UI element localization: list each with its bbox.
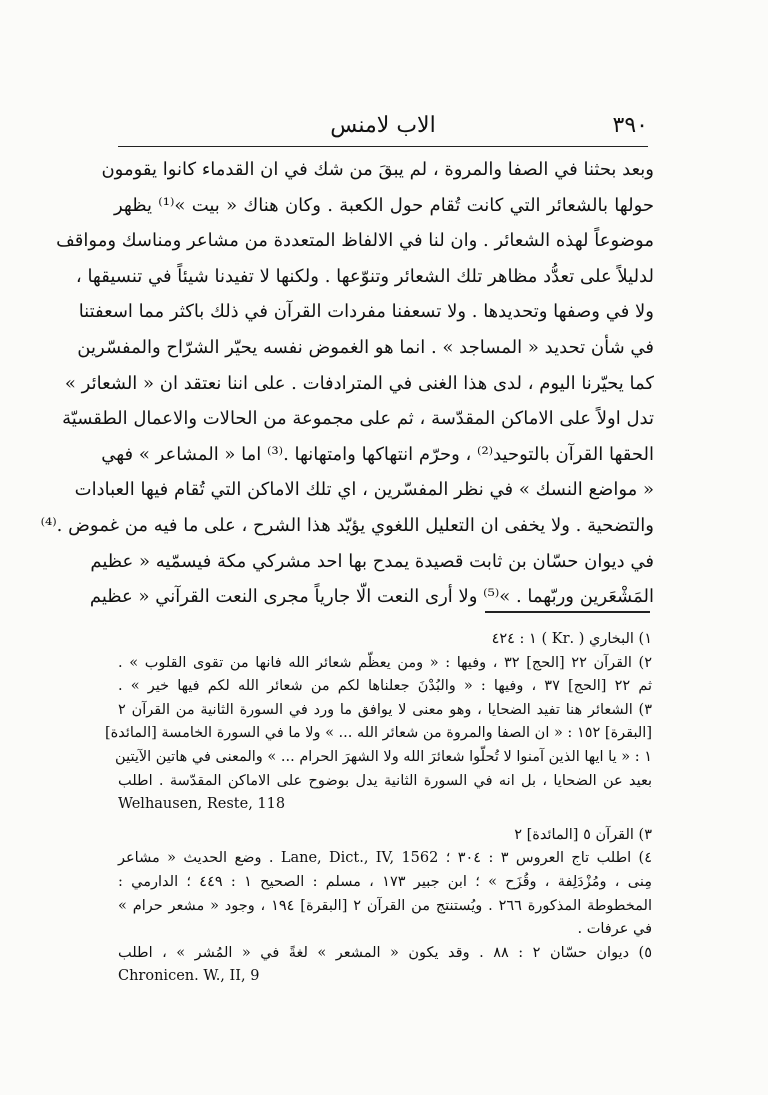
footnote-line: ٣) الشعائر هنا تفيد الضحايا ، وهو معنى لا يوافق ما ورد في السورة الثانية من القرآن ٢ [118,701,652,718]
running-title: الاب لامنس [330,113,436,138]
footnote-line: المخطوطة المذكورة ٢٦٦ . ويُستنتج من القرآن ٢ [البقرة] ١٩٤ ، وجود « مشعر حرام » [118,897,652,914]
page-header [118,112,648,142]
body-line: ولا في وصفها وتحديدها . ولا تسعفنا مفردات القرآن في ذلك باكثر مما اسعفتنا [78,301,654,323]
body-line: وبعد بحثنا في الصفا والمروة ، لم يبقَ من شك في ان القدماء كانوا يقومون [101,159,654,180]
page-number: ٣٩٠ [612,113,648,138]
body-line: « مواضع النسك » في نظر المفسّرين ، اي تلك الاماكن التي تُقام فيها العبادات [74,479,654,501]
footnote-rule [485,611,650,613]
body-text [40,152,654,615]
footnote-line: Chronicen. W., II, 9 [118,968,260,985]
footnote-line: ١ : « يا ايها الذين آمنوا لا تُحلّوا شعائرَ الله ولا الشهرَ الحرام ... » والمعنى في هاتين الآيتين [115,748,652,765]
footnote-line: مِنى ، ومُزْدَلِفة ، وقُزَح » ؛ ابن جبير ١٧٣ ، مسلم : الصحيح ١ : ٤٤٩ ؛ الدارمي : [118,873,652,890]
body-line: في شأن تحديد « المساجد » . انما هو الغموض نفسه يحيّر الشرّاح والمفسّرين [77,336,654,358]
footnote-line: ثم ٢٢ [الحج] ٣٧ ، وفيها : « والبُدْنَ جعلناها لكم من شعائر الله لكم فيها خير » . [118,678,653,695]
footnote-line: Welhausen, Reste, 118 [118,796,286,813]
body-line: لدليلاً على تعدُّد مظاهر تلك الشعائر وتنوّعها . ولكنها لا تفيدنا شيئاً في تنسيقها ، [75,265,654,287]
body-line: كما يحيّرنا اليوم ، لدى هذا الغنى في المترادفات . على اننا نعتقد ان « الشعائر » [64,372,654,394]
footnote-line: ٤) اطلب تاج العروس ٣ : ٣٠٤ ؛ Lane, Dict., IV, 1562 . وضع الحديث « مشاعر [118,850,652,867]
footnote-line: [البقرة] ١٥٢ : « ان الصفا والمروة من شعائر الله ... » ولا ما في السورة الخامسة [المائدة] [104,725,652,742]
footnote-line: بعيد عن الضحايا ، بل انه في السورة الثانية يدل بوضوح على الاماكن المقدّسة . اطلب [118,772,652,789]
header-rule [118,146,648,147]
body-line: تدل اولاً على الاماكن المقدّسة ، ثم على مجموعة من الحالات والاعمال الطقسيّة [62,408,654,430]
footnote-line: ٣) القرآن ٥ [المائدة] ٢ [514,826,652,843]
footnote-line: ٥) ديوان حسّان ٢ : ٨٨ . وقد يكون « المشعر » لغةً في « المُشر » ، اطلب [118,944,652,961]
footnote-line: في عرفات . [577,921,652,938]
body-line: الحقها القرآن بالتوحيد⁽²⁾ ، وحرّم انتهاكها وامتهانها .⁽³⁾ اما « المشاعر » فهي [101,443,654,465]
body-line: في ديوان حسّان بن ثابت قصيدة يمدح بها احد مشركي مكة فيسمّيه « عظيم [90,550,654,572]
footnote-line: ١) البخاري ( .Kr ) ١ : ٤٢٤ [491,631,652,647]
body-line: المَشْعَرين وربّهما . »⁽⁵⁾ ولا أرى النعت الّا جارياً مجرى النعت القرآني « عظيم [89,586,654,608]
footnotes [104,628,653,989]
body-line: والتضحية . ولا يخفى ان التعليل اللغوي يؤيّد هذا الشرح ، على ما فيه من غموض .⁽⁴⁾ [40,514,654,536]
footnote-gap [118,817,652,824]
footnote-line: ٢) القرآن ٢٢ [الحج] ٣٢ ، وفيها : « ومن يعظّم شعائر الله فانها من تقوى القلوب » . [118,654,652,671]
body-line: موضوعاً لهذه الشعائر . وان لنا في الالفاظ المتعددة من مشاعر ومناسك ومواقف [56,230,654,252]
body-line: حولها بالشعائر التي كانت تُقام حول الكعبة . وكان هناك « بيت »⁽¹⁾ يظهر [114,194,654,216]
